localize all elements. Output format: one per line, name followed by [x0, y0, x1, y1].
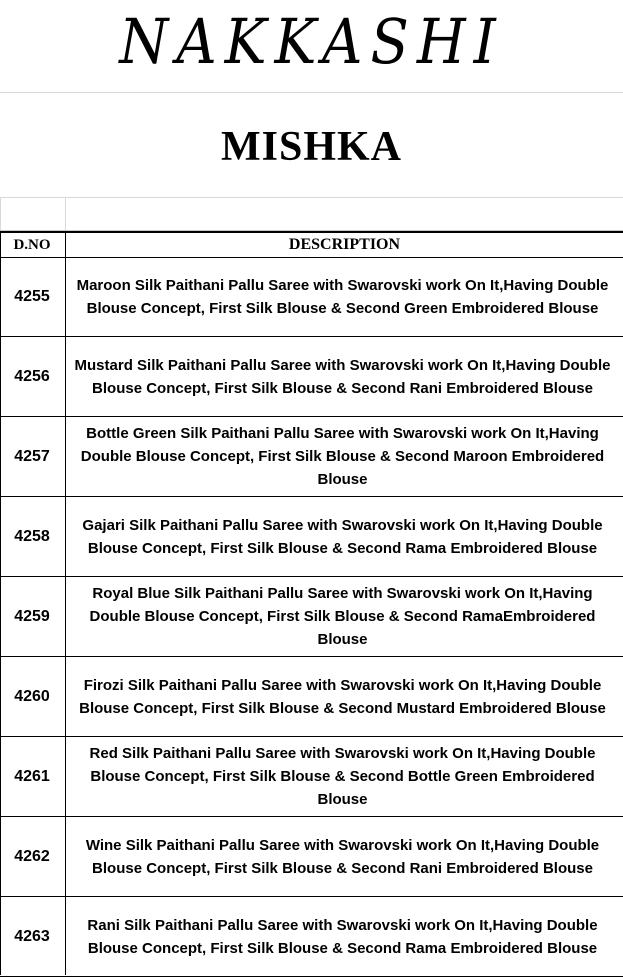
- design-number: 4261: [14, 767, 50, 785]
- table-row: [0, 257, 623, 337]
- design-number: 4255: [14, 287, 50, 305]
- design-number: 4258: [14, 527, 50, 545]
- design-description: Royal Blue Silk Paithani Pallu Saree with Swarovski work On It,Having Double Blouse Concept, First Silk Blouse & Second RamaEmbroidered Blouse: [89, 585, 596, 648]
- design-description: Rani Silk Paithani Pallu Saree with Swarovski work On It,Having Double Blouse Concept, First Silk Blouse & Second Rama Embroidered Blouse: [87, 916, 598, 957]
- brand-logo-text: NAKKASHI: [119, 6, 504, 79]
- design-number: 4256: [14, 367, 50, 385]
- table-row: [0, 337, 623, 417]
- design-number: 4257: [14, 447, 50, 465]
- design-description: Red Silk Paithani Pallu Saree with Swarovski work On It,Having Double Blouse Concept, First Silk Blouse & Second Bottle Green Embroidered Blouse: [89, 745, 596, 808]
- table-header: [0, 233, 623, 258]
- catalog-title: MISHKA: [220, 124, 402, 170]
- design-number: 4263: [14, 927, 50, 945]
- title-header: [0, 93, 623, 198]
- table-row: [0, 577, 623, 657]
- spacer-row: [0, 198, 623, 231]
- design-number: 4260: [14, 687, 50, 705]
- design-table: [0, 231, 623, 975]
- table-row: [0, 737, 623, 817]
- header-description: DESCRIPTION: [288, 236, 401, 253]
- table-row: [0, 897, 623, 977]
- design-description: Wine Silk Paithani Pallu Saree with Swarovski work On It,Having Double Blouse Concept, First Silk Blouse & Second Rani Embroidered Blouse: [85, 836, 600, 877]
- table-row: [0, 817, 623, 897]
- brand-header: [0, 0, 623, 93]
- table-row: [0, 417, 623, 497]
- design-description: Mustard Silk Paithani Pallu Saree with Swarovski work On It,Having Double Blouse Concept, First Silk Blouse & Second Rani Embroidered Blouse: [74, 356, 611, 397]
- table-row: [0, 497, 623, 577]
- design-number: 4259: [14, 607, 50, 625]
- design-description: Bottle Green Silk Paithani Pallu Saree with Swarovski work On It,Having Double Blouse Concept, First Silk Blouse & Second Maroon Embroidered Blouse: [80, 425, 605, 488]
- spacer-left-border: [0, 198, 1, 230]
- design-description: Firozi Silk Paithani Pallu Saree with Swarovski work On It,Having Double Blouse Concept, First Silk Blouse & Second Mustard Embroidered Blouse: [79, 676, 606, 717]
- table-row: [0, 657, 623, 737]
- spacer-divider: [65, 198, 66, 230]
- header-dno: D.NO: [13, 237, 51, 253]
- design-number: 4262: [14, 847, 50, 865]
- design-description: Gajari Silk Paithani Pallu Saree with Swarovski work On It,Having Double Blouse Concept, First Silk Blouse & Second Rama Embroidered Blouse: [82, 516, 603, 557]
- design-description: Maroon Silk Paithani Pallu Saree with Swarovski work On It,Having Double Blouse Concept, First Silk Blouse & Second Green Embroidered Blouse: [76, 276, 609, 317]
